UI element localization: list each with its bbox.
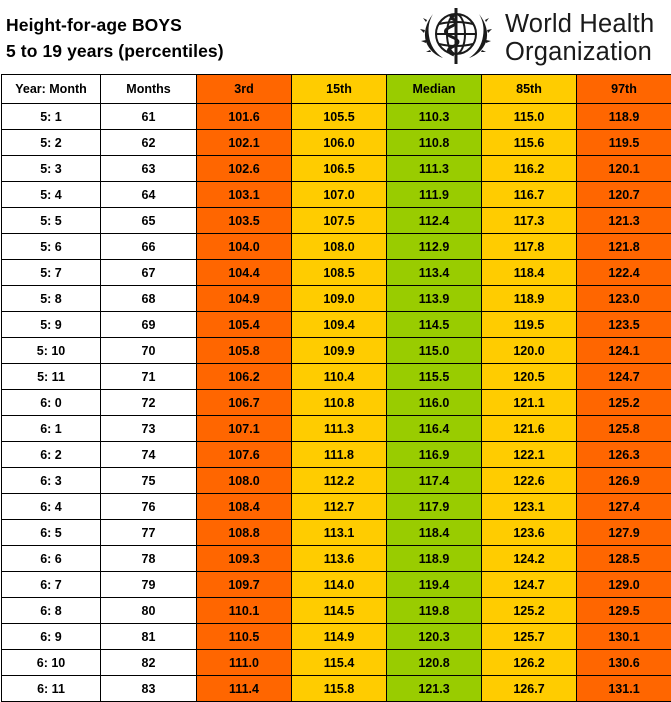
- cell-median: 120.8: [387, 650, 482, 676]
- cell-p3: 101.6: [197, 104, 292, 130]
- cell-p85: 121.6: [482, 416, 577, 442]
- cell-p85: 122.6: [482, 468, 577, 494]
- table-row: [2, 650, 671, 676]
- cell-median: 112.9: [387, 234, 482, 260]
- table-row: [2, 312, 671, 338]
- column-header-months: Months: [101, 75, 197, 104]
- cell-p85: 126.2: [482, 650, 577, 676]
- cell-median: 110.3: [387, 104, 482, 130]
- cell-median: 117.4: [387, 468, 482, 494]
- table-row: [2, 598, 671, 624]
- cell-months: 62: [101, 130, 197, 156]
- cell-p85: 117.3: [482, 208, 577, 234]
- table-header: [2, 75, 671, 104]
- table-row: [2, 494, 671, 520]
- header-row: [2, 75, 671, 104]
- cell-months: 79: [101, 572, 197, 598]
- cell-year-month: 5: 4: [2, 182, 101, 208]
- cell-p15: 115.4: [292, 650, 387, 676]
- cell-months: 66: [101, 234, 197, 260]
- who-wordmark: [505, 10, 654, 66]
- cell-year-month: 6: 5: [2, 520, 101, 546]
- table-row: [2, 520, 671, 546]
- who-emblem-icon: [415, 4, 497, 70]
- cell-months: 78: [101, 546, 197, 572]
- cell-year-month: 6: 6: [2, 546, 101, 572]
- cell-p15: 110.8: [292, 390, 387, 416]
- cell-p97: 130.6: [577, 650, 671, 676]
- cell-p97: 121.3: [577, 208, 671, 234]
- cell-p3: 106.2: [197, 364, 292, 390]
- cell-p3: 111.4: [197, 676, 292, 702]
- org-line-2: Organization: [505, 38, 654, 66]
- cell-months: 77: [101, 520, 197, 546]
- cell-p97: 126.9: [577, 468, 671, 494]
- cell-median: 118.9: [387, 546, 482, 572]
- cell-p15: 113.6: [292, 546, 387, 572]
- cell-months: 65: [101, 208, 197, 234]
- cell-p97: 129.5: [577, 598, 671, 624]
- cell-p15: 115.8: [292, 676, 387, 702]
- page-title: [6, 12, 224, 64]
- cell-p85: 125.7: [482, 624, 577, 650]
- table-row: [2, 624, 671, 650]
- cell-p3: 111.0: [197, 650, 292, 676]
- table-row: [2, 572, 671, 598]
- cell-p15: 114.9: [292, 624, 387, 650]
- cell-p97: 124.1: [577, 338, 671, 364]
- cell-p3: 105.8: [197, 338, 292, 364]
- cell-median: 117.9: [387, 494, 482, 520]
- cell-p85: 125.2: [482, 598, 577, 624]
- cell-p3: 102.1: [197, 130, 292, 156]
- cell-months: 73: [101, 416, 197, 442]
- table-row: [2, 104, 671, 130]
- cell-median: 115.0: [387, 338, 482, 364]
- table-row: [2, 260, 671, 286]
- cell-year-month: 5: 5: [2, 208, 101, 234]
- cell-p97: 120.7: [577, 182, 671, 208]
- column-header-p3: 3rd: [197, 75, 292, 104]
- cell-p85: 123.1: [482, 494, 577, 520]
- cell-p3: 104.9: [197, 286, 292, 312]
- cell-p15: 106.5: [292, 156, 387, 182]
- cell-p97: 123.0: [577, 286, 671, 312]
- cell-p15: 107.5: [292, 208, 387, 234]
- cell-p97: 123.5: [577, 312, 671, 338]
- cell-year-month: 5: 1: [2, 104, 101, 130]
- cell-p3: 103.5: [197, 208, 292, 234]
- cell-p97: 131.1: [577, 676, 671, 702]
- cell-p85: 116.2: [482, 156, 577, 182]
- cell-median: 111.3: [387, 156, 482, 182]
- cell-year-month: 6: 10: [2, 650, 101, 676]
- title-line-1: Height-for-age BOYS: [6, 12, 224, 38]
- page-header: [0, 0, 671, 74]
- cell-p85: 121.1: [482, 390, 577, 416]
- cell-p15: 114.5: [292, 598, 387, 624]
- cell-months: 76: [101, 494, 197, 520]
- cell-p15: 114.0: [292, 572, 387, 598]
- cell-p85: 115.6: [482, 130, 577, 156]
- cell-median: 116.9: [387, 442, 482, 468]
- cell-p85: 123.6: [482, 520, 577, 546]
- cell-p97: 120.1: [577, 156, 671, 182]
- cell-p3: 109.7: [197, 572, 292, 598]
- cell-p3: 106.7: [197, 390, 292, 416]
- cell-p3: 105.4: [197, 312, 292, 338]
- table-row: [2, 442, 671, 468]
- cell-p3: 110.5: [197, 624, 292, 650]
- cell-p3: 104.4: [197, 260, 292, 286]
- cell-p15: 113.1: [292, 520, 387, 546]
- cell-p85: 119.5: [482, 312, 577, 338]
- cell-months: 71: [101, 364, 197, 390]
- table-row: [2, 156, 671, 182]
- cell-months: 69: [101, 312, 197, 338]
- column-header-p85: 85th: [482, 75, 577, 104]
- cell-p15: 110.4: [292, 364, 387, 390]
- cell-p85: 116.7: [482, 182, 577, 208]
- cell-p3: 108.8: [197, 520, 292, 546]
- cell-p15: 112.2: [292, 468, 387, 494]
- cell-median: 111.9: [387, 182, 482, 208]
- cell-months: 74: [101, 442, 197, 468]
- title-line-2: 5 to 19 years (percentiles): [6, 38, 224, 64]
- table-row: [2, 390, 671, 416]
- cell-median: 119.4: [387, 572, 482, 598]
- cell-p97: 125.8: [577, 416, 671, 442]
- table-row: [2, 338, 671, 364]
- cell-year-month: 6: 4: [2, 494, 101, 520]
- cell-year-month: 6: 1: [2, 416, 101, 442]
- cell-median: 118.4: [387, 520, 482, 546]
- cell-p85: 115.0: [482, 104, 577, 130]
- cell-year-month: 5: 8: [2, 286, 101, 312]
- cell-year-month: 5: 6: [2, 234, 101, 260]
- cell-p97: 124.7: [577, 364, 671, 390]
- cell-p85: 124.2: [482, 546, 577, 572]
- cell-p15: 107.0: [292, 182, 387, 208]
- column-header-year-month: Year: Month: [2, 75, 101, 104]
- cell-p85: 118.4: [482, 260, 577, 286]
- cell-p97: 118.9: [577, 104, 671, 130]
- cell-p85: 124.7: [482, 572, 577, 598]
- cell-p85: 120.0: [482, 338, 577, 364]
- cell-year-month: 6: 11: [2, 676, 101, 702]
- cell-p3: 107.1: [197, 416, 292, 442]
- cell-p97: 127.4: [577, 494, 671, 520]
- cell-median: 119.8: [387, 598, 482, 624]
- table-row: [2, 208, 671, 234]
- cell-median: 121.3: [387, 676, 482, 702]
- cell-p15: 111.8: [292, 442, 387, 468]
- cell-months: 72: [101, 390, 197, 416]
- cell-p3: 109.3: [197, 546, 292, 572]
- cell-p85: 120.5: [482, 364, 577, 390]
- cell-p15: 111.3: [292, 416, 387, 442]
- cell-p3: 110.1: [197, 598, 292, 624]
- cell-median: 113.4: [387, 260, 482, 286]
- cell-months: 81: [101, 624, 197, 650]
- cell-p15: 109.4: [292, 312, 387, 338]
- cell-months: 82: [101, 650, 197, 676]
- cell-median: 120.3: [387, 624, 482, 650]
- cell-months: 68: [101, 286, 197, 312]
- cell-year-month: 5: 7: [2, 260, 101, 286]
- cell-p97: 121.8: [577, 234, 671, 260]
- table-row: [2, 676, 671, 702]
- cell-median: 116.4: [387, 416, 482, 442]
- cell-p3: 108.0: [197, 468, 292, 494]
- cell-p97: 129.0: [577, 572, 671, 598]
- cell-median: 115.5: [387, 364, 482, 390]
- cell-p15: 109.9: [292, 338, 387, 364]
- cell-year-month: 5: 9: [2, 312, 101, 338]
- cell-p97: 128.5: [577, 546, 671, 572]
- cell-p15: 109.0: [292, 286, 387, 312]
- cell-p97: 122.4: [577, 260, 671, 286]
- column-header-p15: 15th: [292, 75, 387, 104]
- height-for-age-table: [1, 74, 671, 702]
- cell-p15: 105.5: [292, 104, 387, 130]
- cell-median: 114.5: [387, 312, 482, 338]
- cell-p97: 127.9: [577, 520, 671, 546]
- table-row: [2, 468, 671, 494]
- table-row: [2, 182, 671, 208]
- cell-p15: 106.0: [292, 130, 387, 156]
- table-row: [2, 234, 671, 260]
- cell-months: 64: [101, 182, 197, 208]
- cell-p3: 107.6: [197, 442, 292, 468]
- table-row: [2, 364, 671, 390]
- table-row: [2, 130, 671, 156]
- cell-p3: 104.0: [197, 234, 292, 260]
- cell-median: 116.0: [387, 390, 482, 416]
- cell-months: 67: [101, 260, 197, 286]
- cell-months: 80: [101, 598, 197, 624]
- who-logo: [415, 4, 671, 70]
- cell-months: 61: [101, 104, 197, 130]
- cell-year-month: 6: 8: [2, 598, 101, 624]
- cell-p85: 118.9: [482, 286, 577, 312]
- cell-p97: 126.3: [577, 442, 671, 468]
- cell-p3: 102.6: [197, 156, 292, 182]
- table-body: [2, 104, 671, 702]
- cell-p85: 117.8: [482, 234, 577, 260]
- cell-year-month: 5: 2: [2, 130, 101, 156]
- column-header-p97: 97th: [577, 75, 671, 104]
- cell-p85: 126.7: [482, 676, 577, 702]
- table-row: [2, 286, 671, 312]
- cell-median: 110.8: [387, 130, 482, 156]
- cell-year-month: 6: 3: [2, 468, 101, 494]
- org-line-1: World Health: [505, 10, 654, 38]
- cell-p97: 119.5: [577, 130, 671, 156]
- cell-year-month: 5: 10: [2, 338, 101, 364]
- cell-p85: 122.1: [482, 442, 577, 468]
- cell-year-month: 6: 7: [2, 572, 101, 598]
- cell-p15: 112.7: [292, 494, 387, 520]
- cell-year-month: 6: 9: [2, 624, 101, 650]
- cell-months: 83: [101, 676, 197, 702]
- cell-p3: 108.4: [197, 494, 292, 520]
- cell-p15: 108.0: [292, 234, 387, 260]
- cell-p3: 103.1: [197, 182, 292, 208]
- column-header-median: Median: [387, 75, 482, 104]
- table-row: [2, 546, 671, 572]
- cell-year-month: 5: 3: [2, 156, 101, 182]
- cell-year-month: 6: 0: [2, 390, 101, 416]
- cell-months: 70: [101, 338, 197, 364]
- cell-months: 75: [101, 468, 197, 494]
- cell-year-month: 6: 2: [2, 442, 101, 468]
- cell-months: 63: [101, 156, 197, 182]
- cell-median: 112.4: [387, 208, 482, 234]
- cell-median: 113.9: [387, 286, 482, 312]
- cell-year-month: 5: 11: [2, 364, 101, 390]
- cell-p15: 108.5: [292, 260, 387, 286]
- table-row: [2, 416, 671, 442]
- cell-p97: 125.2: [577, 390, 671, 416]
- cell-p97: 130.1: [577, 624, 671, 650]
